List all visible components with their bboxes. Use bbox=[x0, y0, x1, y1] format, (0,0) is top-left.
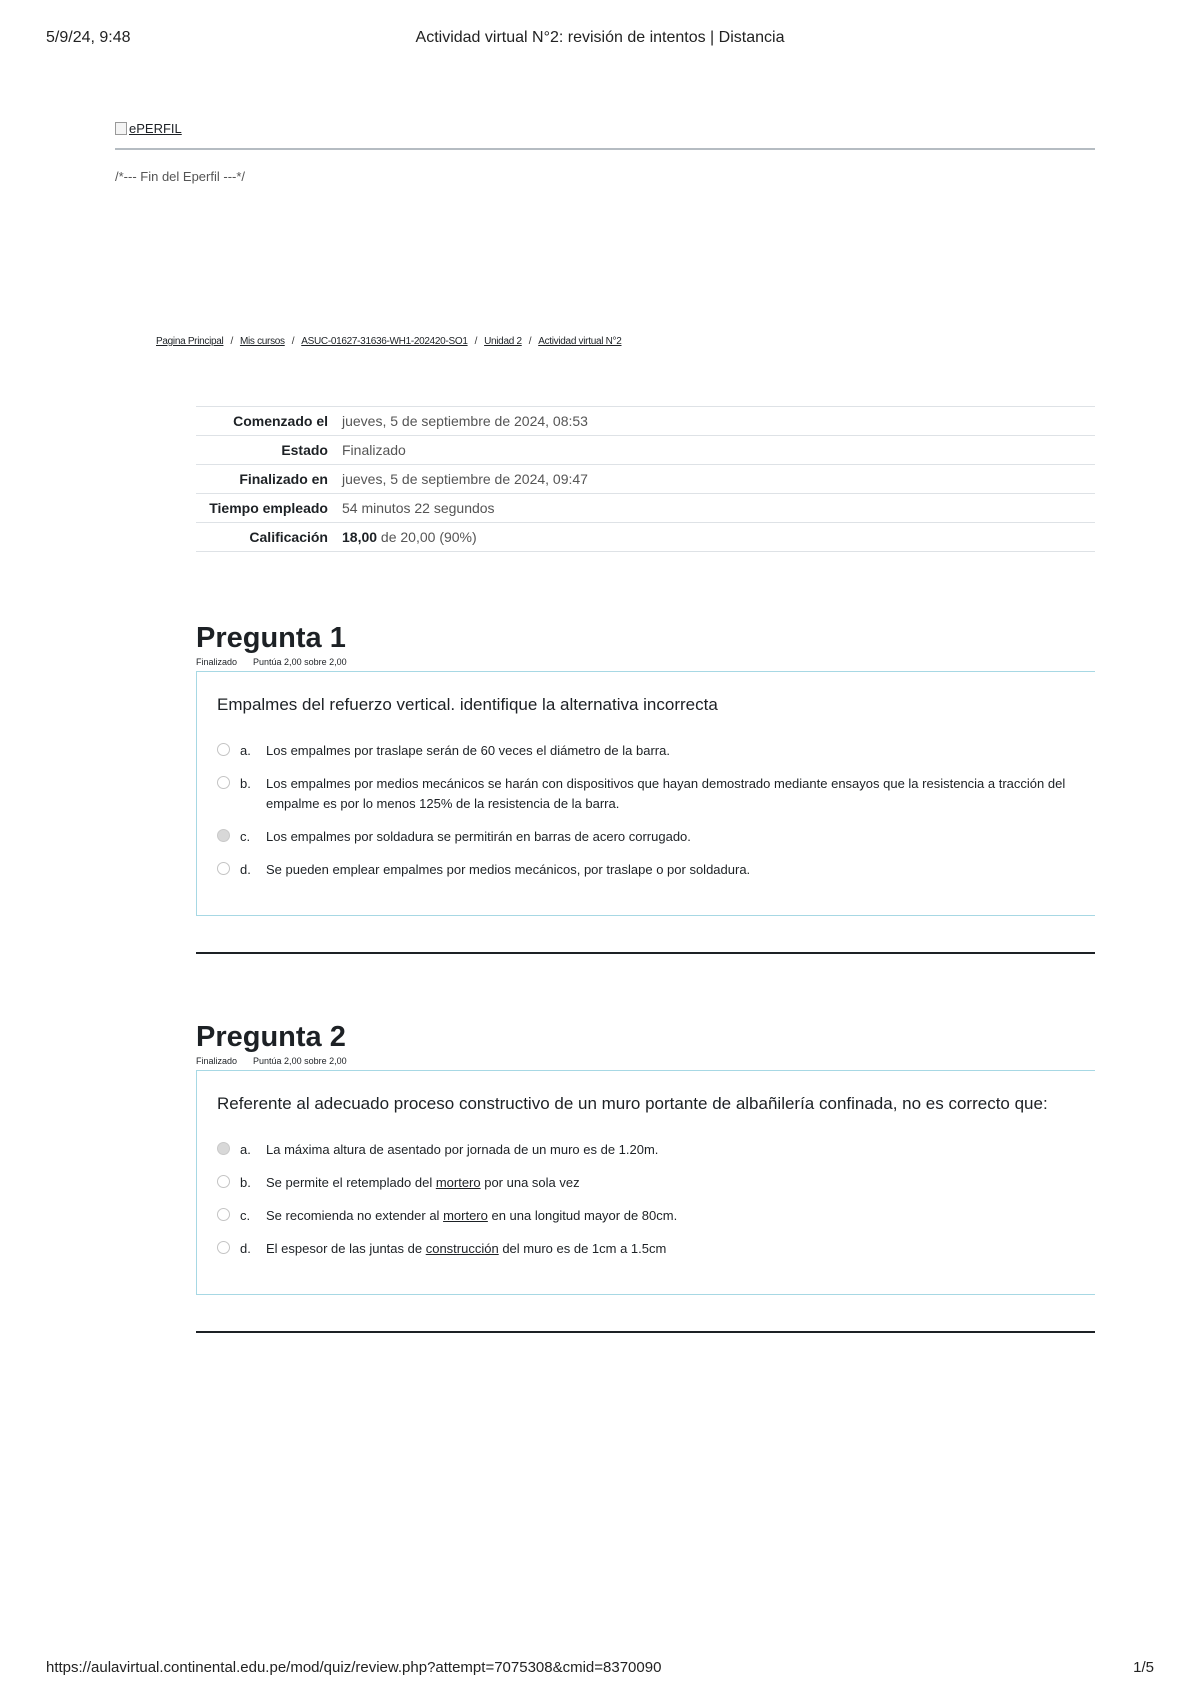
breadcrumb-home[interactable]: Pagina Principal bbox=[156, 336, 224, 347]
radio-button[interactable] bbox=[217, 1208, 230, 1221]
answer-text-part: por una sola vez bbox=[480, 1175, 580, 1190]
eperfil-comment: /*--- Fin del Eperfil ---*/ bbox=[115, 169, 246, 184]
summary-row bbox=[196, 436, 1095, 465]
print-footer bbox=[46, 1659, 1154, 1683]
summary-value-grade bbox=[338, 523, 1095, 552]
question-divider bbox=[196, 952, 1095, 954]
radio-button-selected[interactable] bbox=[217, 1142, 230, 1155]
glossary-link[interactable]: mortero bbox=[443, 1208, 488, 1223]
answer-letter: b. bbox=[240, 776, 251, 791]
radio-button[interactable] bbox=[217, 743, 230, 756]
glossary-link[interactable]: construcción bbox=[425, 1241, 499, 1256]
answer-text-part: Se recomienda no extender al bbox=[266, 1208, 444, 1223]
grade-rest: de 20,00 (90%) bbox=[377, 529, 477, 545]
answer-option-d[interactable] bbox=[217, 860, 1095, 880]
grade-score: 18,00 bbox=[342, 529, 378, 545]
breadcrumb-separator: / bbox=[474, 336, 478, 347]
answer-option-a[interactable] bbox=[217, 741, 1095, 761]
answer-option-b[interactable] bbox=[217, 774, 1095, 814]
summary-row bbox=[196, 465, 1095, 494]
answer-letter: c. bbox=[240, 829, 251, 844]
radio-button[interactable] bbox=[217, 1175, 230, 1188]
summary-row bbox=[196, 494, 1095, 523]
answer-text bbox=[266, 1173, 1095, 1193]
question-points: Puntúa 2,00 sobre 2,00 bbox=[253, 657, 347, 667]
summary-label-grade: Calificación bbox=[249, 529, 328, 545]
summary-row bbox=[196, 523, 1095, 552]
question-content-box bbox=[196, 671, 1095, 916]
question-1 bbox=[196, 621, 1095, 954]
answer-list bbox=[217, 1140, 1095, 1259]
summary-value-started: jueves, 5 de septiembre de 2024, 08:53 bbox=[342, 413, 588, 429]
print-header bbox=[46, 29, 1154, 53]
question-text: Empalmes del refuerzo vertical. identifique la alternativa incorrecta bbox=[217, 695, 718, 714]
answer-text: Se pueden emplear empalmes por medios mecánicos, por traslape o por soldadura. bbox=[266, 862, 751, 877]
page-url: https://aulavirtual.continental.edu.pe/mod/quiz/review.php?attempt=7075308&cmid=8370090 bbox=[46, 1659, 662, 1676]
question-2 bbox=[196, 1020, 1095, 1333]
summary-value-state: Finalizado bbox=[342, 442, 406, 458]
answer-letter: b. bbox=[240, 1175, 251, 1190]
answer-text bbox=[266, 1140, 1095, 1160]
answer-letter: d. bbox=[240, 1241, 251, 1256]
answer-text-part: La máxima altura de asentado por jornada de un muro es de 1.20m. bbox=[266, 1142, 659, 1157]
answer-text bbox=[266, 1239, 1095, 1259]
summary-label-started: Comenzado el bbox=[233, 413, 328, 429]
question-title: Pregunta 1 bbox=[196, 622, 346, 654]
answer-text: Los empalmes por soldadura se permitirán en barras de acero corrugado. bbox=[266, 829, 691, 844]
answer-option-c[interactable] bbox=[217, 827, 1095, 847]
breadcrumb-separator: / bbox=[230, 336, 233, 347]
summary-value-completed: jueves, 5 de septiembre de 2024, 09:47 bbox=[342, 471, 588, 487]
breadcrumb-separator: / bbox=[528, 336, 532, 347]
question-content-box bbox=[196, 1070, 1095, 1295]
summary-row bbox=[196, 407, 1095, 436]
breadcrumb bbox=[156, 336, 622, 347]
question-title: Pregunta 2 bbox=[196, 1021, 346, 1053]
question-status: Finalizado bbox=[196, 1056, 238, 1066]
answer-letter: d. bbox=[240, 862, 251, 877]
breadcrumb-course[interactable]: ASUC-01627-31636-WH1-202420-SO1 bbox=[301, 336, 468, 347]
eperfil-divider bbox=[115, 148, 1095, 150]
breadcrumb-separator: / bbox=[291, 336, 295, 347]
answer-text-part: del muro es de 1cm a 1.5cm bbox=[498, 1241, 667, 1256]
radio-button[interactable] bbox=[217, 1241, 230, 1254]
answer-text-part: en una longitud mayor de 80cm. bbox=[487, 1208, 678, 1223]
print-document-title: Actividad virtual N°2: revisión de intentos | Distancia bbox=[415, 29, 785, 46]
summary-label-completed: Finalizado en bbox=[239, 471, 328, 487]
answer-text-part: El espesor de las juntas de bbox=[266, 1241, 426, 1256]
answer-letter: a. bbox=[240, 743, 251, 758]
summary-label-time-taken: Tiempo empleado bbox=[209, 500, 328, 516]
summary-value-time-taken: 54 minutos 22 segundos bbox=[342, 500, 495, 516]
answer-option-d[interactable] bbox=[217, 1239, 1095, 1259]
answer-letter: a. bbox=[240, 1142, 251, 1157]
breadcrumb-activity[interactable]: Actividad virtual N°2 bbox=[538, 336, 622, 347]
answer-list bbox=[217, 741, 1095, 880]
question-status: Finalizado bbox=[196, 657, 238, 667]
question-text: Referente al adecuado proceso constructivo de un muro portante de albañilería confinada, no es correcto que: bbox=[217, 1094, 1048, 1113]
answer-option-a[interactable] bbox=[217, 1140, 1095, 1160]
breadcrumb-my-courses[interactable]: Mis cursos bbox=[239, 336, 285, 347]
answer-text: Los empalmes por medios mecánicos se harán con dispositivos que hayan demostrado mediante ensayos que la resistencia a tracción del empalme es por lo menos 125% de la resistencia de la barra. bbox=[266, 776, 1066, 811]
answer-option-b[interactable] bbox=[217, 1173, 1095, 1193]
answer-text: Los empalmes por traslape serán de 60 veces el diámetro de la barra. bbox=[266, 743, 670, 758]
answer-option-c[interactable] bbox=[217, 1206, 1095, 1226]
answer-letter: c. bbox=[240, 1208, 251, 1223]
radio-button-selected[interactable] bbox=[217, 829, 230, 842]
eperfil-image-link[interactable] bbox=[115, 121, 182, 136]
summary-label-state: Estado bbox=[281, 442, 328, 458]
answer-text bbox=[266, 1206, 1095, 1226]
radio-button[interactable] bbox=[217, 776, 230, 789]
attempt-summary-table bbox=[196, 406, 1095, 552]
broken-image-icon bbox=[115, 122, 127, 135]
eperfil-image-alt: ePERFIL bbox=[129, 121, 182, 136]
question-info bbox=[196, 1056, 1095, 1066]
breadcrumb-unit[interactable]: Unidad 2 bbox=[484, 336, 522, 347]
print-datetime: 5/9/24, 9:48 bbox=[46, 29, 131, 46]
eperfil-banner bbox=[115, 121, 1095, 184]
radio-button[interactable] bbox=[217, 862, 230, 875]
glossary-link[interactable]: mortero bbox=[435, 1175, 481, 1190]
question-divider bbox=[196, 1331, 1095, 1333]
question-points: Puntúa 2,00 sobre 2,00 bbox=[253, 1056, 347, 1066]
question-info bbox=[196, 657, 1095, 667]
answer-text-part: Se permite el retemplado del bbox=[266, 1175, 436, 1190]
page-number: 1/5 bbox=[1133, 1659, 1154, 1676]
